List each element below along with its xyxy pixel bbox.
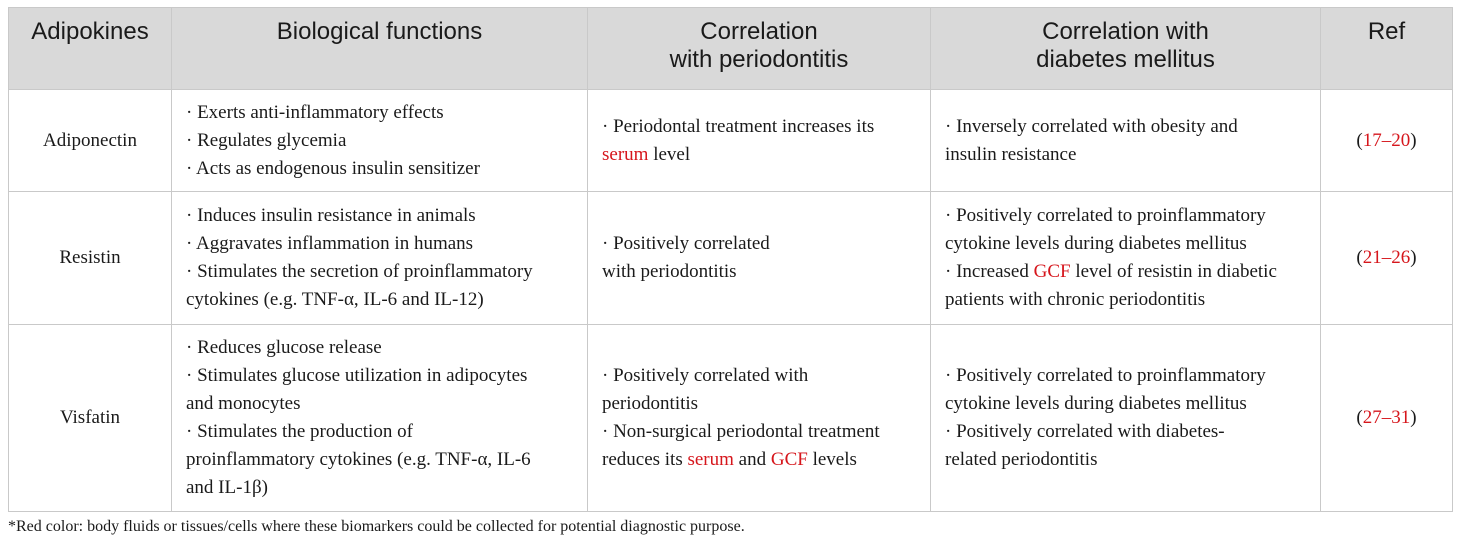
cell-line	[602, 446, 916, 474]
cell-text: level	[648, 143, 691, 165]
body-fluid-highlight: GCF	[770, 449, 808, 470]
ref-paren: )	[1410, 129, 1417, 151]
biological-functions-cell	[172, 90, 588, 192]
table-row	[9, 325, 1453, 512]
cell-line: · Stimulates the secretion of proinflammatory	[186, 261, 533, 282]
header-correlation-diabetes	[931, 8, 1321, 90]
reference-cell	[1321, 325, 1453, 512]
cell-line: proinflammatory cytokines (e.g. TNF-α, IL-6	[186, 449, 531, 470]
cell-line: · Stimulates glucose utilization in adipocytes	[186, 365, 528, 386]
body-fluid-highlight: serum	[602, 143, 649, 165]
cell-line: and IL-1β)	[186, 477, 268, 498]
periodontitis-correlation-cell	[588, 192, 931, 325]
adipokine-name: Resistin	[9, 192, 172, 325]
cell-line	[945, 258, 1306, 286]
cell-text: levels	[807, 449, 857, 470]
cell-line: · Positively correlated	[602, 233, 770, 254]
adipokine-name: Visfatin	[9, 325, 172, 512]
cell-line: and monocytes	[186, 393, 301, 414]
biological-functions-cell	[172, 192, 588, 325]
cell-line: · Induces insulin resistance in animals	[186, 205, 476, 226]
periodontitis-correlation-cell	[588, 90, 931, 192]
cell-line: with periodontitis	[602, 261, 737, 282]
cell-text: and	[733, 449, 771, 470]
cell-line: · Positively correlated with diabetes-	[945, 421, 1225, 442]
reference-link[interactable]: 17–20	[1362, 129, 1411, 151]
cell-line: · Periodontal treatment increases its	[602, 115, 875, 137]
header-ref: Ref	[1321, 8, 1453, 90]
ref-paren: (	[1356, 129, 1363, 151]
cell-line: related periodontitis	[945, 449, 1098, 470]
diabetes-correlation-cell	[931, 90, 1321, 192]
cell-line: · Positively correlated with	[602, 365, 809, 386]
biological-functions-cell	[172, 325, 588, 512]
body-fluid-highlight: GCF	[1033, 261, 1071, 282]
cell-line: · Acts as endogenous insulin sensitizer	[186, 157, 480, 179]
cell-line	[602, 141, 916, 169]
cell-line: cytokine levels during diabetes mellitus	[945, 233, 1247, 254]
cell-text: · Increased	[945, 261, 1034, 282]
ref-paren: )	[1410, 247, 1417, 268]
cell-line: · Exerts anti-inflammatory effects	[186, 101, 444, 123]
header-line: Correlation with	[1042, 18, 1209, 45]
header-line: with periodontitis	[669, 46, 849, 73]
cell-text: reduces its	[602, 449, 688, 470]
cell-line: · Stimulates the production of	[186, 421, 413, 442]
cell-line: · Non-surgical periodontal treatment	[602, 421, 880, 442]
reference-link[interactable]: 27–31	[1362, 407, 1411, 428]
cell-line: · Inversely correlated with obesity and	[945, 115, 1238, 137]
diabetes-correlation-cell	[931, 192, 1321, 325]
cell-line: · Positively correlated to proinflammatory	[945, 205, 1266, 226]
reference-link[interactable]: 21–26	[1362, 247, 1411, 268]
cell-line: · Aggravates inflammation in humans	[186, 233, 474, 254]
cell-line: cytokine levels during diabetes mellitus	[945, 393, 1247, 414]
header-biological-functions: Biological functions	[172, 8, 588, 90]
adipokine-name: Adiponectin	[9, 90, 172, 192]
header-line: Correlation	[700, 18, 818, 45]
adipokines-table	[8, 7, 1453, 512]
cell-line: periodontitis	[602, 393, 699, 414]
cell-text: level of resistin in diabetic	[1070, 261, 1277, 282]
reference-cell	[1321, 90, 1453, 192]
table-header-row	[9, 8, 1453, 90]
table-row	[9, 192, 1453, 325]
table-footnote: *Red color: body fluids or tissues/cells where these biomarkers could be collected for potential diagnostic purpose.	[8, 518, 745, 535]
ref-paren: )	[1410, 407, 1417, 428]
ref-paren: (	[1356, 247, 1363, 268]
ref-paren: (	[1356, 407, 1363, 428]
cell-line: insulin resistance	[945, 143, 1077, 165]
cell-line: · Reduces glucose release	[186, 337, 382, 358]
cell-line: patients with chronic periodontitis	[945, 289, 1206, 310]
header-correlation-periodontitis	[588, 8, 931, 90]
diabetes-correlation-cell	[931, 325, 1321, 512]
reference-cell	[1321, 192, 1453, 325]
cell-line: · Positively correlated to proinflammatory	[945, 365, 1266, 386]
header-adipokines: Adipokines	[9, 8, 172, 90]
periodontitis-correlation-cell	[588, 325, 931, 512]
cell-line: cytokines (e.g. TNF-α, IL-6 and IL-12)	[186, 289, 484, 310]
table-row	[9, 90, 1453, 192]
body-fluid-highlight: serum	[687, 449, 734, 470]
cell-line: · Regulates glycemia	[186, 129, 347, 151]
header-line: diabetes mellitus	[1036, 46, 1215, 73]
